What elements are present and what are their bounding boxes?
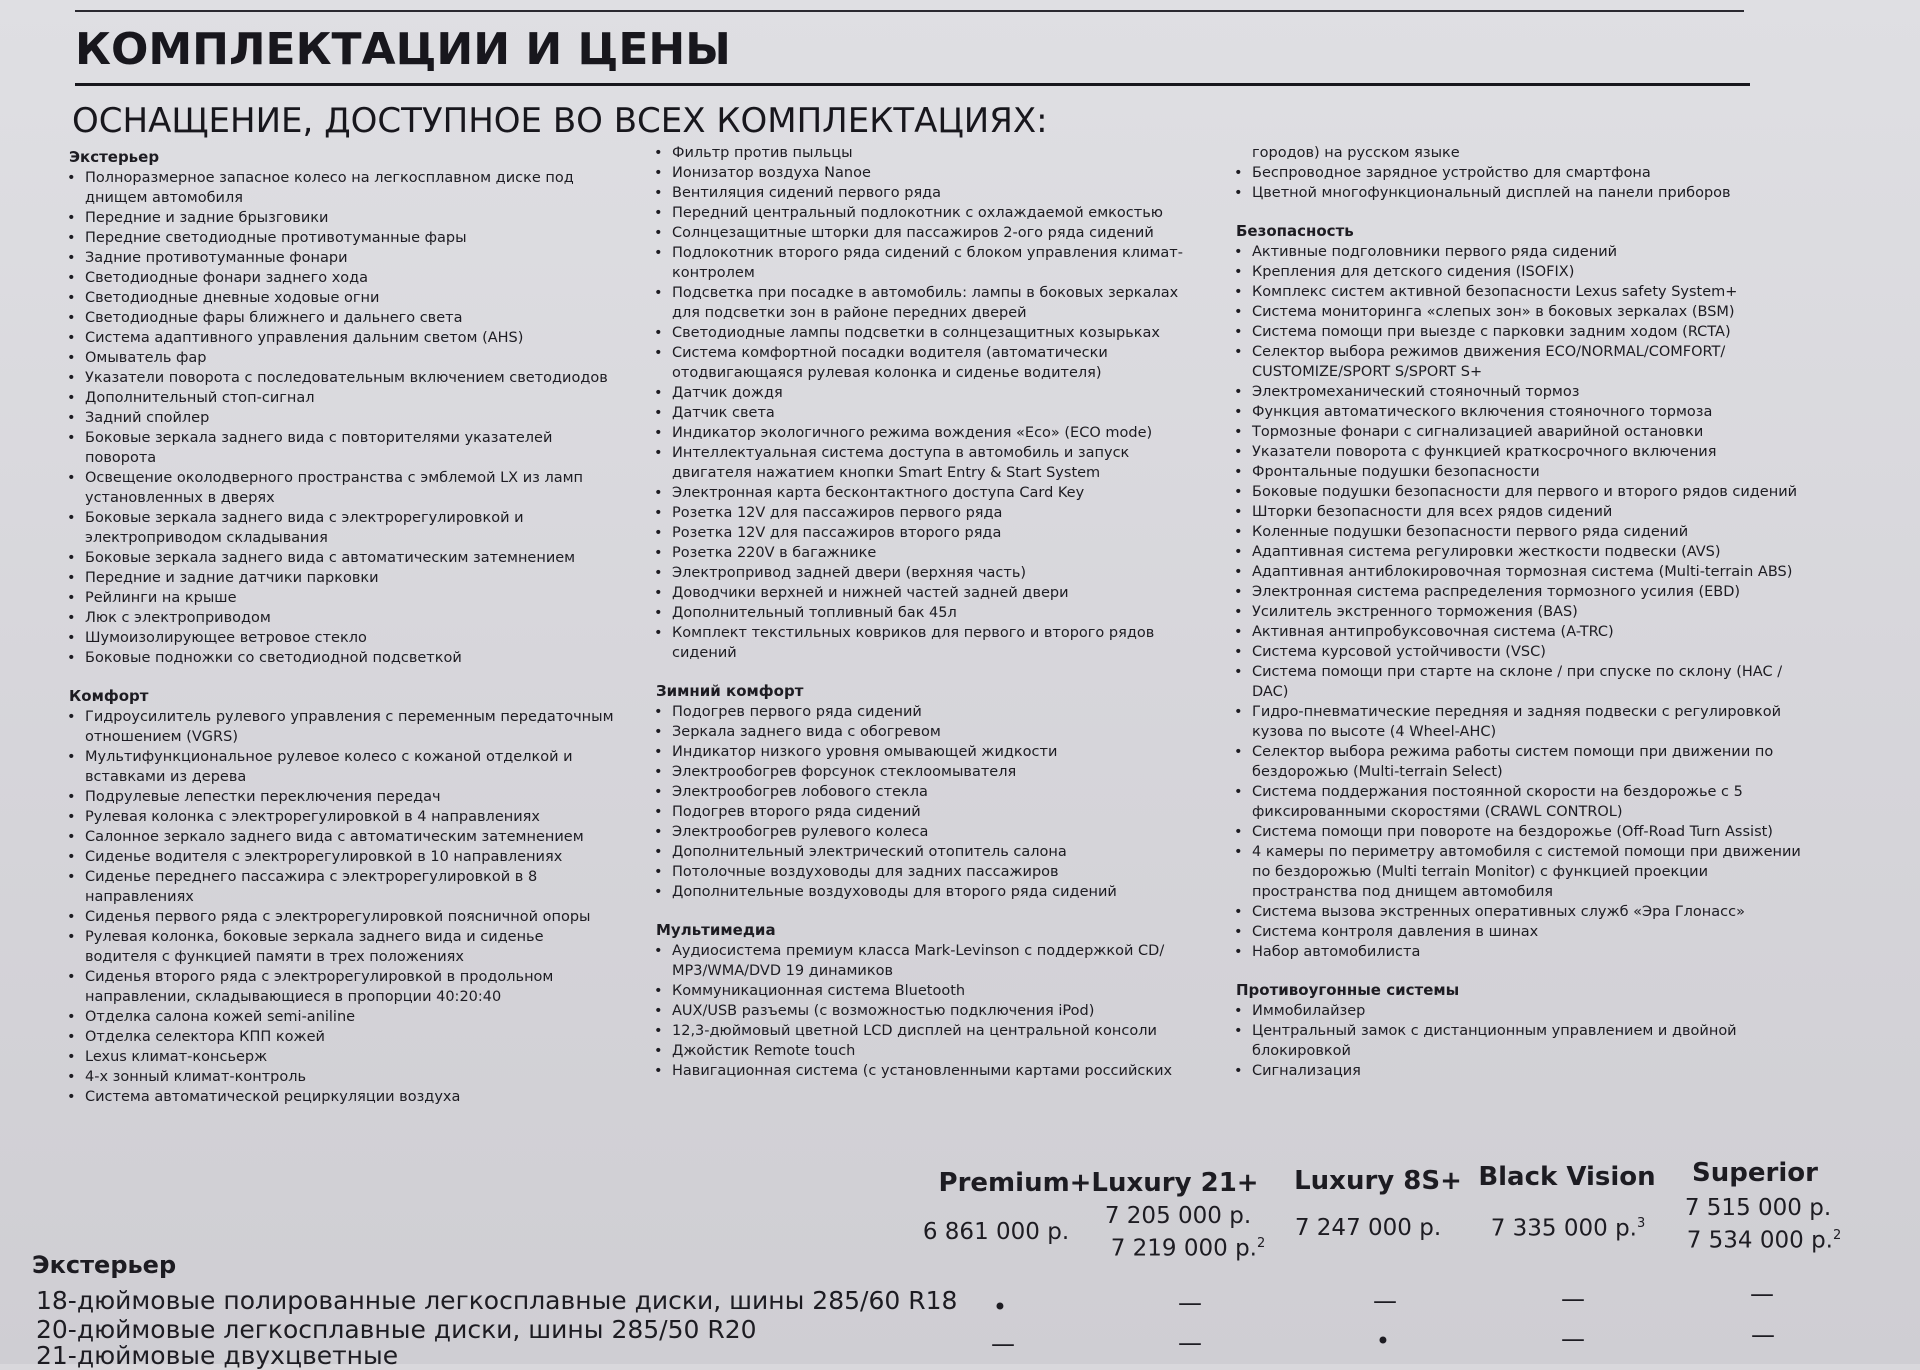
list-item: • Дополнительные воздуховоды для второго ряда сидений (642, 882, 1202, 902)
list-item: • Боковые зеркала заднего вида с электрорегулировкой и электроприводом складывания (55, 508, 615, 548)
trim-name: Superior (1692, 1158, 1818, 1188)
list-multimedia (642, 941, 1202, 1081)
trim-price: 7 247 000 р. (1294, 1215, 1442, 1241)
page-title: КОМПЛЕКТАЦИИ И ЦЕНЫ (75, 24, 731, 75)
list-item: • Задний спойлер (55, 408, 615, 428)
list-safety (1222, 242, 1802, 962)
table-cell: — (1178, 1289, 1202, 1317)
list-item: • Рулевая колонка, боковые зеркала заднего вида и сиденье водителя с функцией памяти в трех положениях (55, 927, 615, 967)
list-item: • Система помощи при повороте на бездорожье (Off-Road Turn Assist) (1222, 822, 1802, 842)
list-item: • Шумоизолирующее ветровое стекло (55, 628, 615, 648)
list-item: • Гидро-пневматические передняя и задняя подвески с регулировкой кузова по высоте (4 Wheel-AHC) (1222, 702, 1802, 742)
table-row-label: 20-дюймовые легкосплавные диски, шины 285/50 R20 (36, 1315, 757, 1344)
list-item: • Активные подголовники первого ряда сидений (1222, 242, 1802, 262)
list-item: • Усилитель экстренного торможения (BAS) (1222, 602, 1802, 622)
list-item: • Омыватель фар (55, 348, 615, 368)
list-item: • Боковые подножки со светодиодной подсветкой (55, 648, 615, 668)
list-item: • Подсветка при посадке в автомобиль: лампы в боковых зеркалах для подсветки зон в районе передних дверей (642, 283, 1202, 323)
table-cell: • (1375, 1327, 1391, 1355)
table-cell: — (1750, 1280, 1774, 1308)
list-winter (642, 702, 1202, 902)
list-item: • Шторки безопасности для всех рядов сидений (1222, 502, 1802, 522)
trim-name: Luxury 21+ (1091, 1168, 1259, 1198)
trim-name: Premium+ (938, 1168, 1092, 1198)
section-heading-exterior: Экстерьер (69, 148, 160, 166)
list-item: • Система курсовой устойчивости (VSC) (1222, 642, 1802, 662)
list-item: • Система контроля давления в шинах (1222, 922, 1802, 942)
top-divider (75, 10, 1744, 12)
list-item: • Цветной многофункциональный дисплей на панели приборов (1222, 183, 1802, 203)
list-item: • Боковые зеркала заднего вида с автоматическим затемнением (55, 548, 615, 568)
list-antitheft (1222, 1001, 1802, 1081)
table-cell: — (1751, 1321, 1775, 1349)
list-item: • Рейлинги на крыше (55, 588, 615, 608)
list-item: • Система помощи при старте на склоне / при спуске по склону (HAC / DAC) (1222, 662, 1802, 702)
list-item: • Зеркала заднего вида с обогревом (642, 722, 1202, 742)
trim-price-alt: 7 219 000 р.$^2$ (1110, 1235, 1266, 1262)
list-item: • Сиденья второго ряда с электрорегулировкой в продольном направлении, складывающиеся в пропорции 40:20:40 (55, 967, 615, 1007)
list-item: • Потолочные воздуховоды для задних пассажиров (642, 862, 1202, 882)
list-item: • Рулевая колонка с электрорегулировкой в 4 направлениях (55, 807, 615, 827)
list-item: • Дополнительный стоп-сигнал (55, 388, 615, 408)
list-item: • Датчик дождя (642, 383, 1202, 403)
list-item: • Гидроусилитель рулевого управления с переменным передаточным отношением (VGRS) (55, 707, 615, 747)
list-item: • Система автоматической рециркуляции воздуха (55, 1087, 615, 1107)
list-item: • Вентиляция сидений первого ряда (642, 183, 1202, 203)
list-item: • Адаптивная система регулировки жесткости подвески (AVS) (1222, 542, 1802, 562)
list-item: • Беспроводное зарядное устройство для смартфона (1222, 163, 1802, 183)
list-item: • Сиденья первого ряда с электрорегулировкой поясничной опоры (55, 907, 615, 927)
list-item: • Розетка 12V для пассажиров второго ряда (642, 523, 1202, 543)
list-item: • Функция автоматического включения стояночного тормоза (1222, 402, 1802, 422)
table-row-label: 21-дюймовые двухцветные (36, 1341, 399, 1370)
list-item: • Задние противотуманные фонари (55, 248, 615, 268)
list-item: • Светодиодные лампы подсветки в солнцезащитных козырьках (642, 323, 1202, 343)
section-heading-safety: Безопасность (1236, 222, 1354, 240)
list-item: • Индикатор экологичного режима вождения «Eco» (ECO mode) (642, 423, 1202, 443)
list-item: • Сиденье переднего пассажира с электрорегулировкой в 8 направлениях (55, 867, 615, 907)
list-item: • Электронная карта бесконтактного доступа Card Key (642, 483, 1202, 503)
list-item: • Фильтр против пыльцы (642, 143, 1202, 163)
list-item: • Передние светодиодные противотуманные фары (55, 228, 615, 248)
section-heading-multimedia: Мультимедиа (656, 921, 776, 939)
list-item: • Электрообогрев лобового стекла (642, 782, 1202, 802)
list-item: • Активная антипробуксовочная система (A-TRC) (1222, 622, 1802, 642)
list-item: • AUX/USB разъемы (с возможностью подключения iPod) (642, 1001, 1202, 1021)
list-item: • Отделка салона кожей semi-aniline (55, 1007, 615, 1027)
list-item: • Доводчики верхней и нижней частей задней двери (642, 583, 1202, 603)
column-2 (642, 143, 1202, 1081)
list-item: • Аудиосистема премиум класса Mark-Levinson с поддержкой CD/ MP3/WMA/DVD 19 динамиков (642, 941, 1202, 981)
list-exterior (55, 168, 615, 668)
list-item: • Крепления для детского сидения (ISOFIX) (1222, 262, 1802, 282)
list-item: • Салонное зеркало заднего вида с автоматическим затемнением (55, 827, 615, 847)
section-heading-comfort: Комфорт (69, 687, 149, 705)
list-item: • Селектор выбора режима работы систем помощи при движении по бездорожью (Multi-terrain Select) (1222, 742, 1802, 782)
list-item: • Указатели поворота с функцией краткосрочного включения (1222, 442, 1802, 462)
list-item: • 4 камеры по периметру автомобиля с системой помощи при движении по бездорожью (Multi terrain Monitor) с функцией проекции пространства под днищем автомобиля (1222, 842, 1802, 902)
list-item: • Электрообогрев форсунок стеклоомывателя (642, 762, 1202, 782)
list-item: • Передний центральный подлокотник с охлаждаемой емкостью (642, 203, 1202, 223)
list-item: • Индикатор низкого уровня омывающей жидкости (642, 742, 1202, 762)
page-subtitle: ОСНАЩЕНИЕ, ДОСТУПНОЕ ВО ВСЕХ КОМПЛЕКТАЦИЯХ: (72, 101, 1048, 141)
list-item: • Датчик света (642, 403, 1202, 423)
list-item: • 4-х зонный климат-контроль (55, 1067, 615, 1087)
list-item: • Система помощи при выезде с парковки задним ходом (RCTA) (1222, 322, 1802, 342)
table-section-heading: Экстерьер (32, 1251, 177, 1279)
list-item: • Система мониторинга «слепых зон» в боковых зеркалах (BSM) (1222, 302, 1802, 322)
column-1 (55, 147, 615, 1107)
list-item: • Ионизатор воздуха Nanoe (642, 163, 1202, 183)
trim-price: 6 861 000 р. (922, 1219, 1070, 1245)
list-item: • Система поддержания постоянной скорости на бездорожье с 5 фиксированными скоростями (CRAWL CONTROL) (1222, 782, 1802, 822)
list-item: • Сигнализация (1222, 1061, 1802, 1081)
list-item: • Интеллектуальная система доступа в автомобиль и запуск двигателя нажатием кнопки Smart Entry & Start System (642, 443, 1202, 483)
list-item: • Комплект текстильных ковриков для первого и второго рядов сидений (642, 623, 1202, 663)
trim-name: Black Vision (1478, 1162, 1656, 1192)
list-item: • Набор автомобилиста (1222, 942, 1802, 962)
list-item: • Полноразмерное запасное колесо на легкосплавном диске под днищем автомобиля (55, 168, 615, 208)
list-item: • Иммобилайзер (1222, 1001, 1802, 1021)
list-item: • Система комфортной посадки водителя (автоматически отодвигающаяся рулевая колонка и сиденье водителя) (642, 343, 1202, 383)
list-item: • Дополнительный топливный бак 45л (642, 603, 1202, 623)
list-item: • Центральный замок с дистанционным управлением и двойной блокировкой (1222, 1021, 1802, 1061)
section-heading-antitheft: Противоугонные системы (1236, 981, 1460, 999)
list-item: • Электромеханический стояночный тормоз (1222, 382, 1802, 402)
list-item: • Люк с электроприводом (55, 608, 615, 628)
list-item: • Светодиодные фары ближнего и дальнего света (55, 308, 615, 328)
list-item: • Адаптивная антиблокировочная тормозная система (Multi-terrain ABS) (1222, 562, 1802, 582)
list-item: • Передние и задние брызговики (55, 208, 615, 228)
list-comfort-continued (642, 143, 1202, 663)
list-item: • 12,3-дюймовый цветной LCD дисплей на центральной консоли (642, 1021, 1202, 1041)
list-item: • Отделка селектора КПП кожей (55, 1027, 615, 1047)
list-item: • Электропривод задней двери (верхняя часть) (642, 563, 1202, 583)
table-cell: — (1373, 1287, 1397, 1315)
list-item: • Электронная система распределения тормозного усилия (EBD) (1222, 582, 1802, 602)
list-item: • Подлокотник второго ряда сидений с блоком управления климат-контролем (642, 243, 1202, 283)
list-item: • Подогрев первого ряда сидений (642, 702, 1202, 722)
trim-name: Luxury 8S+ (1294, 1166, 1462, 1196)
table-cell: — (1178, 1329, 1202, 1357)
trim-price: 7 515 000 р. (1684, 1195, 1832, 1221)
list-comfort (55, 707, 615, 1107)
list-item: • Электрообогрев рулевого колеса (642, 822, 1202, 842)
list-item: • Комплекс систем активной безопасности Lexus safety System+ (1222, 282, 1802, 302)
list-item: • Розетка 12V для пассажиров первого ряда (642, 503, 1202, 523)
list-item: • Lexus климат-консьерж (55, 1047, 615, 1067)
list-item: • Сиденье водителя с электрорегулировкой в 10 направлениях (55, 847, 615, 867)
list-item: • Навигационная система (с установленными картами российских (642, 1061, 1202, 1081)
list-item: • Коммуникационная система Bluetooth (642, 981, 1202, 1001)
list-item: • Тормозные фонари с сигнализацией аварийной остановки (1222, 422, 1802, 442)
list-item: • Дополнительный электрический отопитель салона (642, 842, 1202, 862)
trim-price-alt: 7 534 000 р.$^2$ (1686, 1227, 1842, 1254)
list-item: • Джойстик Remote touch (642, 1041, 1202, 1061)
list-item: • Система адаптивного управления дальним светом (AHS) (55, 328, 615, 348)
price-header (0, 1150, 1920, 1270)
list-item: • Подрулевые лепестки переключения передач (55, 787, 615, 807)
list-item: • Система вызова экстренных оперативных служб «Эра Глонасс» (1222, 902, 1802, 922)
list-multimedia-continued (1222, 163, 1802, 203)
table-cell: — (1561, 1285, 1585, 1313)
table-cell: • (992, 1293, 1008, 1321)
section-heading-winter: Зимний комфорт (656, 682, 804, 700)
continued-line: городов) на русском языке (1252, 145, 1460, 161)
list-item: • Розетка 220V в багажнике (642, 543, 1202, 563)
list-item: • Светодиодные дневные ходовые огни (55, 288, 615, 308)
title-rule (75, 83, 1750, 86)
list-item: • Селектор выбора режимов движения ECO/NORMAL/COMFORT/ CUSTOMIZE/SPORT S/SPORT S+ (1222, 342, 1802, 382)
list-item: • Указатели поворота с последовательным включением светодиодов (55, 368, 615, 388)
table-cell: — (991, 1330, 1015, 1358)
table-cell: — (1561, 1325, 1585, 1353)
trim-price: 7 335 000 р.$^3$ (1490, 1215, 1646, 1242)
list-item: • Боковые зеркала заднего вида с повторителями указателей поворота (55, 428, 615, 468)
list-item: • Подогрев второго ряда сидений (642, 802, 1202, 822)
list-item: • Солнцезащитные шторки для пассажиров 2-ого ряда сидений (642, 223, 1202, 243)
list-item: • Коленные подушки безопасности первого ряда сидений (1222, 522, 1802, 542)
list-item: • Освещение околодверного пространства с эмблемой LX из ламп установленных в дверях (55, 468, 615, 508)
list-item: • Мультифункциональное рулевое колесо с кожаной отделкой и вставками из дерева (55, 747, 615, 787)
trim-price: 7 205 000 р. (1104, 1203, 1252, 1229)
column-3 (1222, 143, 1802, 1081)
list-item: • Фронтальные подушки безопасности (1222, 462, 1802, 482)
list-item: • Светодиодные фонари заднего хода (55, 268, 615, 288)
list-item: • Боковые подушки безопасности для первого и второго рядов сидений (1222, 482, 1802, 502)
table-row-label: 18-дюймовые полированные легкосплавные диски, шины 285/60 R18 (36, 1286, 958, 1315)
list-item: • Передние и задние датчики парковки (55, 568, 615, 588)
